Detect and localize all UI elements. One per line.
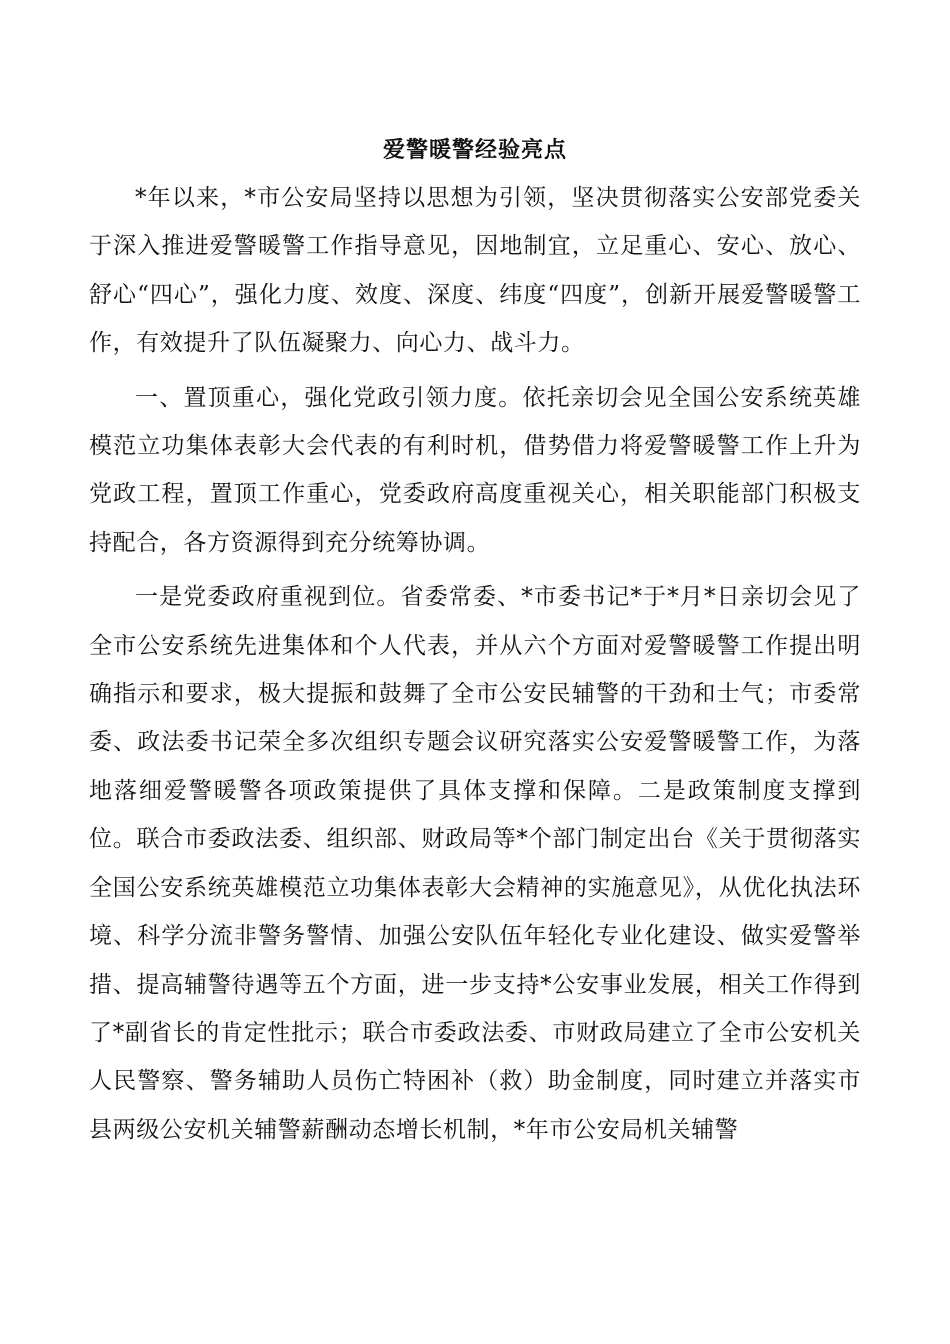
paragraph-details: 一是党委政府重视到位。省委常委、*市委书记*于*月*日亲切会见了全市公安系统先进集体和个人代表，并从六个方面对爱警暖警工作提出明确指示和要求，极大提振和鼓舞了全市公安民辅警的干劲和士气；市委常委、政法委书记荣全多次组织专题会议研究落实公安爱警暖警工作，为落地落细爱警暖警各项政策提供了具体支撑和保障。二是政策制度支撑到位。联合市委政法委、组织部、财政局等*个部门制定出台《关于贯彻落实全国公安系统英雄模范立功集体表彰大会精神的实施意见》，从优化执法环境、科学分流非警务警情、加强公安队伍年轻化专业化建设、做实爱警举措、提高辅警待遇等五个方面，进一步支持*公安事业发展，相关工作得到了*副省长的肯定性批示；联合市委政法委、市财政局建立了全市公安机关人民警察、警务辅助人员伤亡特困补（救）助金制度，同时建立并落实市县两级公安机关辅警薪酬动态增长机制，*年市公安局机关辅警 [89,584,861,1143]
document-title: 爱警暖警经验亮点 [382,137,567,163]
paragraph-intro: *年以来，*市公安局坚持以思想为引领，坚决贯彻落实公安部党委关于深入推进爱警暖警工作指导意见，因地制宜，立足重心、安心、放心、舒心“四心”，强化力度、效度、深度、纬度“四度”，创新开展爱警暖警工作，有效提升了队伍凝聚力、向心力、战斗力。 [89,185,861,357]
document-page [89,136,861,1154]
paragraph-section-one: 一、置顶重心，强化党政引领力度。依托亲切会见全国公安系统英雄模范立功集体表彰大会代表的有利时机，借势借力将爱警暖警工作上升为党政工程，置顶工作重心，党委政府高度重视关心，相关职能部门积极支持配合，各方资源得到充分统筹协调。 [89,384,861,556]
